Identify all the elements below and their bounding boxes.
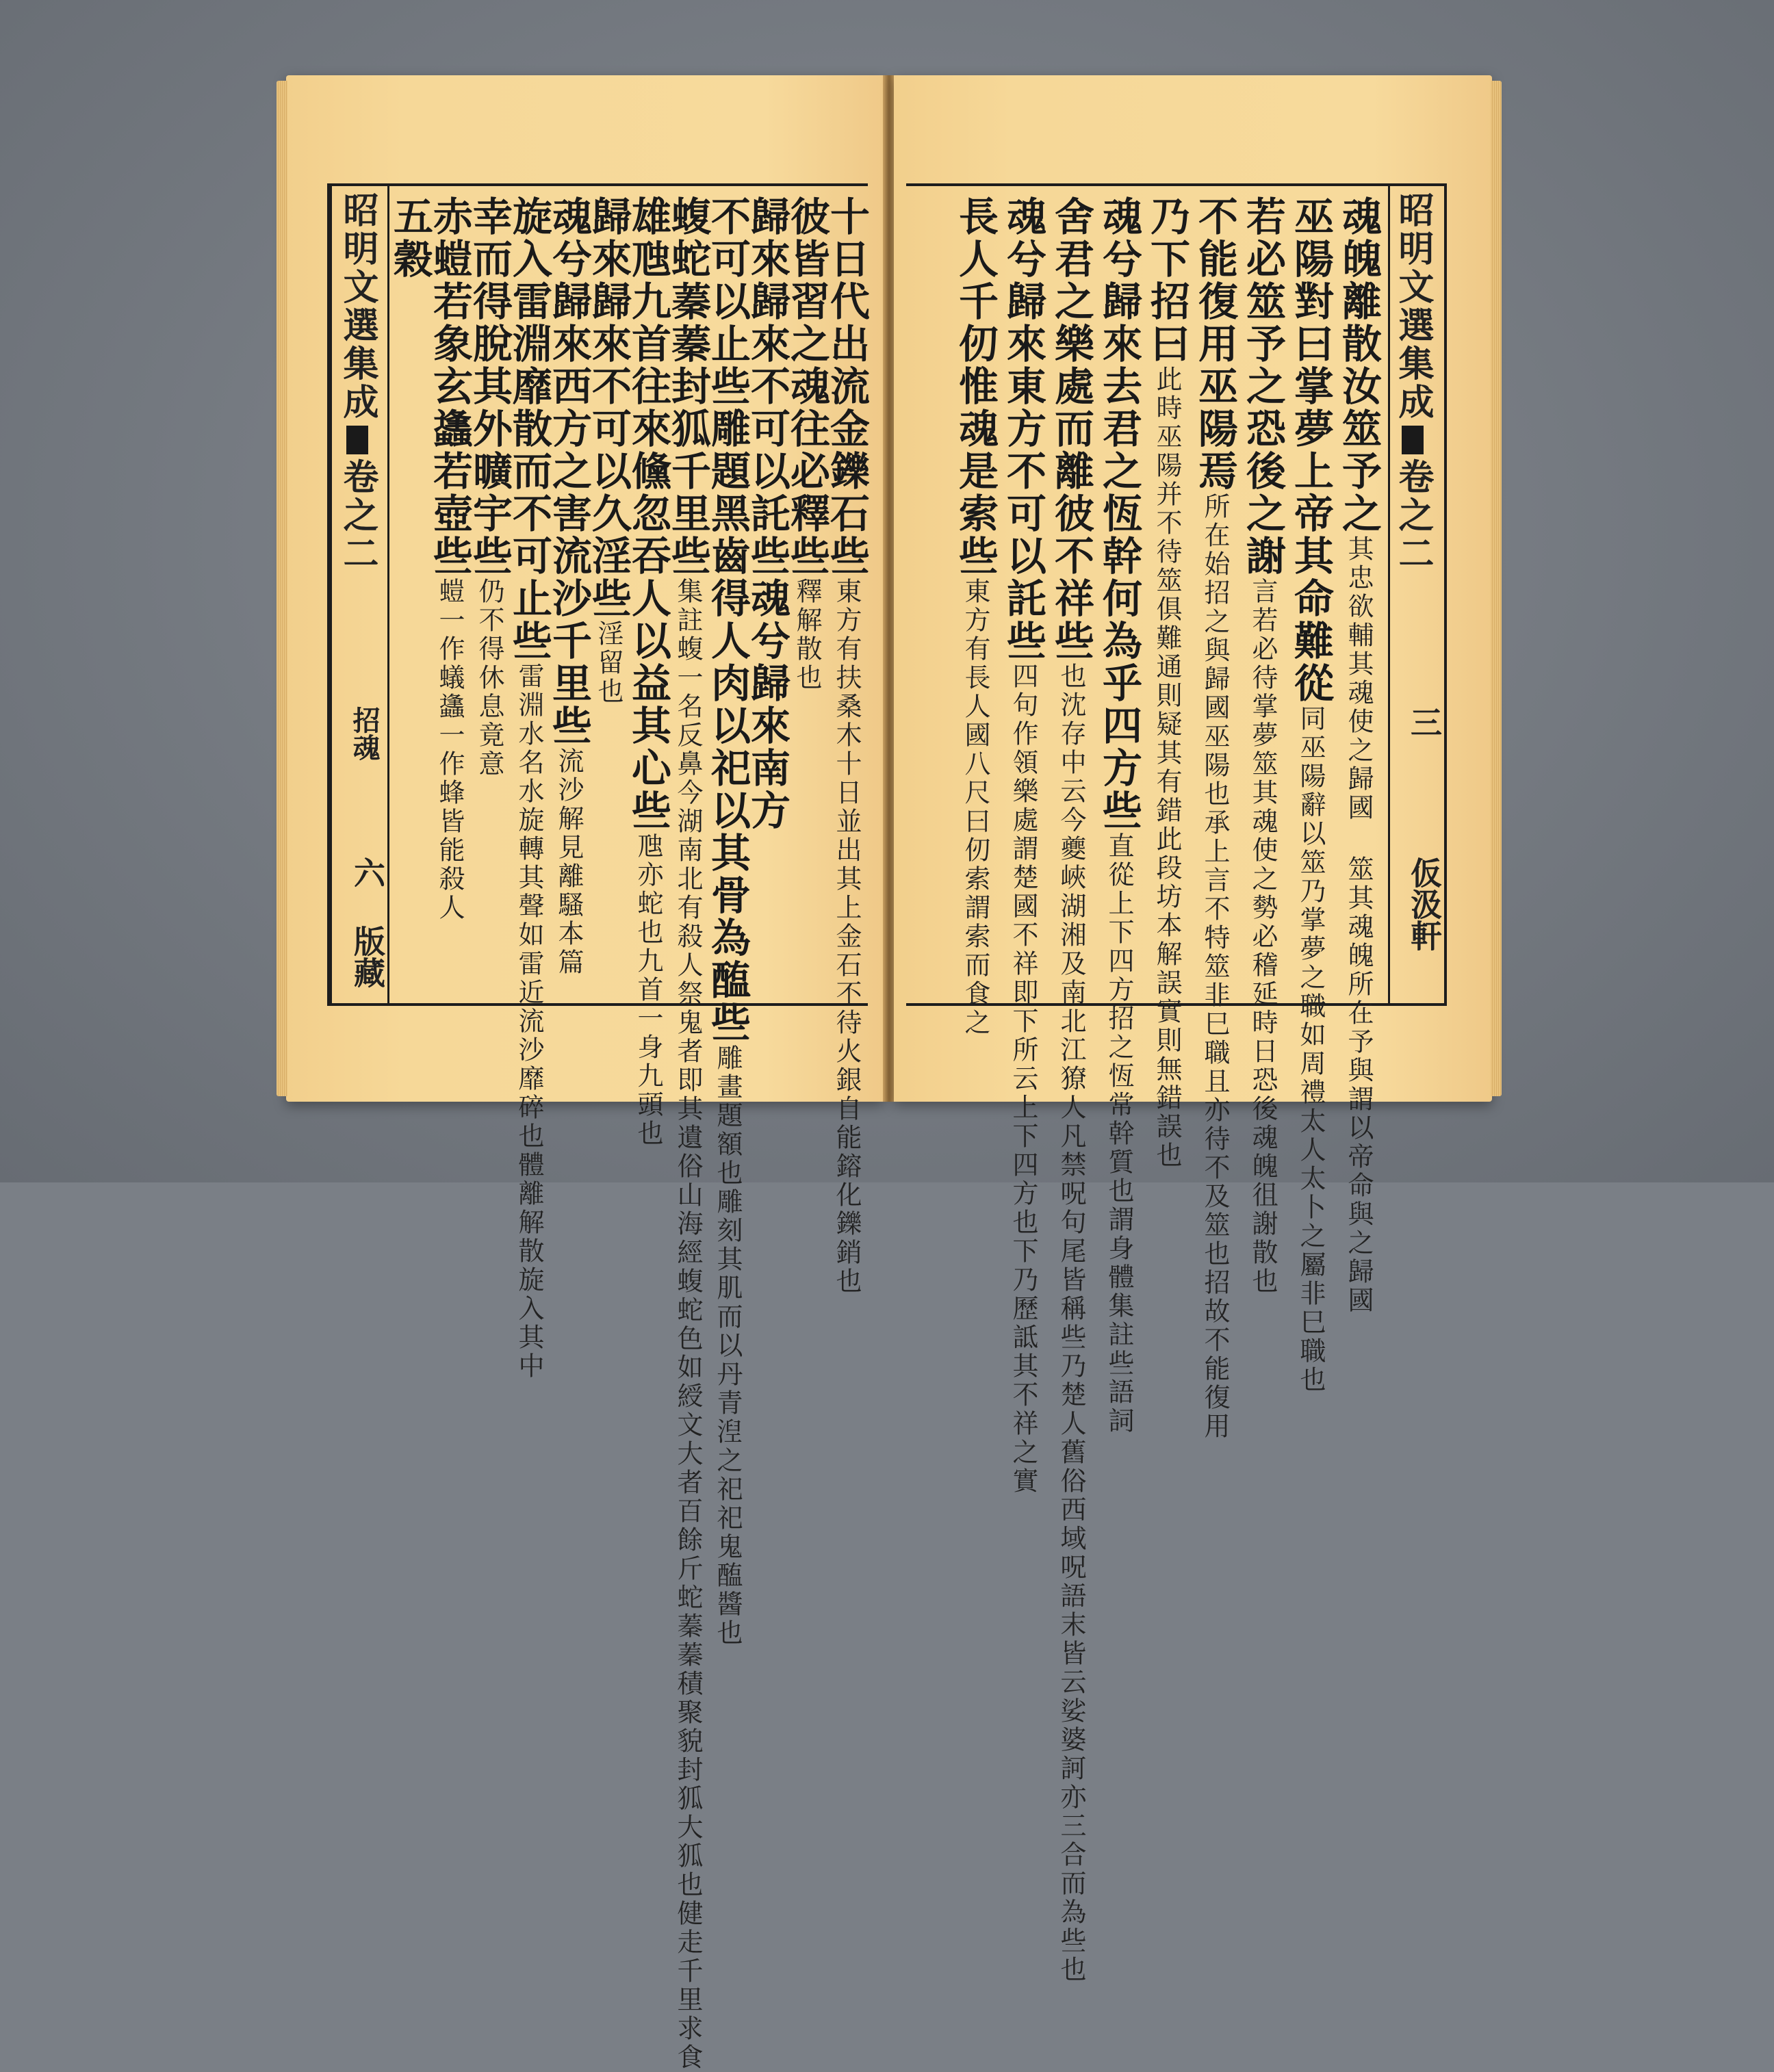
right-main-text: 魂兮歸來東方不可以託些	[1000, 196, 1046, 662]
left-main-text: 旋入雷淵靡散而不可止些	[506, 196, 552, 662]
right-folio-number: 三	[1406, 706, 1443, 738]
left-text-column	[744, 196, 790, 996]
left-commentary-text: 雕畫題額也雕刻其肌而以丹青湼之祀祀鬼醢醬也	[712, 1044, 743, 1648]
left-text-column	[585, 196, 632, 996]
left-text-column	[625, 196, 671, 1148]
left-main-text: 歸來歸來不可以託些魂兮歸來南方	[744, 196, 790, 832]
right-page	[894, 75, 1492, 1984]
left-commentary-text: 虺亦蛇也九首一身九頭也	[633, 832, 663, 1148]
right-commentary-text: 四句作領樂處謂楚國不祥即下所云上下四方也下乃歷詆其不祥之實	[1008, 662, 1038, 1496]
right-header-volume: 卷之二	[1392, 458, 1434, 573]
left-text-column	[466, 196, 513, 996]
right-main-text: 舍君之樂處而離彼不祥些	[1048, 196, 1094, 662]
right-commentary-text: 其忠欲輔其魂使之歸國 筮其魂魄所在予與謂以帝命與之歸國	[1344, 535, 1374, 1315]
black-fishtail-mark	[346, 426, 368, 454]
right-text-column	[1335, 196, 1382, 1315]
left-edition-mark: 版藏	[349, 925, 386, 988]
left-header	[337, 192, 378, 573]
right-text-column	[1287, 196, 1334, 1395]
right-main-text: 長人千仞惟魂是索些	[952, 196, 999, 578]
left-main-text: 五穀	[387, 196, 433, 281]
right-commentary-text: 所在始招之與歸國巫陽也承上言不特筮非巳職且亦待不及筮也招故不能復用	[1200, 493, 1230, 1441]
left-header-title: 昭明文選集成	[337, 192, 378, 422]
left-text-column	[426, 196, 473, 996]
left-main-text: 十日代出流金鑠石些	[823, 196, 870, 578]
right-main-text: 若必筮予之恐後之謝	[1239, 196, 1286, 578]
left-folio-number: 六	[349, 857, 386, 888]
left-page	[286, 75, 884, 2072]
right-main-text: 魂兮歸來去君之恆幹何為乎四方些	[1096, 196, 1142, 832]
right-commentary-text: 此時巫陽并不待筮俱難通則疑其有錯此段坊本解誤實則無錯誤也	[1152, 365, 1182, 1170]
open-book	[286, 75, 1492, 2072]
left-commentary-text: 東方有扶桑木十日並出其上金石不待火銀自能鎔化鑠銷也	[832, 578, 862, 1296]
right-text-column	[1144, 196, 1190, 1170]
left-commentary-text: 雷淵水名水旋轉其聲如雷近流沙靡碎也體離解散旋入其中	[514, 662, 544, 1381]
left-text-column	[704, 196, 751, 1648]
right-header-rule	[1388, 186, 1390, 1003]
right-commentary-text: 東方有長人國八尺曰仞索謂索而食之	[960, 578, 990, 1037]
left-outer-rule	[330, 186, 332, 1003]
left-section-title: 招魂	[348, 706, 381, 761]
left-header-volume: 卷之二	[337, 458, 378, 573]
left-text-column	[506, 196, 552, 1381]
right-commentary-text: 言若必待掌夢筮其魂使之勢必稽延時日恐後魂魄徂謝散也	[1248, 578, 1278, 1296]
left-commentary-text: 釋解散也	[792, 578, 822, 692]
right-header	[1392, 192, 1434, 573]
left-commentary-text: 淫留也	[593, 620, 624, 706]
left-text-column	[387, 196, 433, 996]
right-main-text: 魂魄離散汝筮予之	[1335, 196, 1382, 535]
left-main-text: 彼皆習之魂往必釋些	[784, 196, 830, 578]
left-main-text: 不可以止些雕題黑齒得人肉以祀以其骨為醢些	[704, 196, 751, 1044]
left-text-column	[823, 196, 870, 1296]
right-page-edges	[1491, 81, 1502, 1096]
right-main-text: 不能復用巫陽焉	[1192, 196, 1238, 493]
left-main-text: 雄虺九首往來儵忽吞人以益其心些	[625, 196, 671, 832]
right-header-title: 昭明文選集成	[1392, 192, 1434, 422]
left-commentary-text: 集註蝮一名反鼻今湖南北有殺人祭鬼者即其遺俗山海經蝮蛇色如綬文大者百餘斤蛇蓁蓁積聚貌封狐大狐也健走千里求食	[673, 578, 703, 2072]
right-text-column	[1048, 196, 1094, 1984]
left-commentary-text: 仍不得休息竟意	[474, 578, 504, 779]
left-text-column	[665, 196, 711, 2072]
right-text-column	[1192, 196, 1238, 1441]
right-commentary-text: 也沈存中云今夔峽湖湘及南北江獠人凡禁呪句尾皆稱些乃楚人舊俗西域呪語末皆云娑婆訶亦三合而為些也	[1056, 662, 1086, 1984]
left-text-column	[545, 196, 592, 996]
left-text-column	[784, 196, 830, 996]
black-fishtail-mark	[1402, 426, 1423, 454]
right-text-column	[1239, 196, 1286, 1296]
right-text-column	[1096, 196, 1142, 1436]
right-main-text: 乃下招曰	[1144, 196, 1190, 365]
right-commentary-text: 直從上下四方招之恆常幹質也謂身體集註些語詞	[1104, 832, 1134, 1436]
right-edition-mark: 仮汲軒	[1406, 857, 1443, 951]
right-main-text: 巫陽對曰掌夢上帝其命難從	[1287, 196, 1334, 705]
left-page-edges	[277, 81, 287, 1096]
right-text-column	[1000, 196, 1046, 1496]
left-main-text: 魂兮歸來西方之害流沙千里些	[545, 196, 592, 747]
right-commentary-text: 同巫陽辭以筮乃掌夢之職如周禮太人太卜之屬非巳職也	[1296, 705, 1326, 1395]
left-main-text: 赤螘若象玄蠭若壺些	[426, 196, 473, 578]
left-commentary-text: 螘一作蟻蠭一作蜂皆能殺人	[435, 578, 465, 922]
left-main-text: 幸而得脫其外曠宇些	[466, 196, 513, 578]
left-commentary-text: 流沙解見離騷本篇	[554, 747, 584, 977]
left-main-text: 蝮蛇蓁蓁封狐千里些	[665, 196, 711, 578]
right-text-column	[952, 196, 999, 1037]
left-main-text: 歸來歸來不可以久淫些	[585, 196, 632, 620]
